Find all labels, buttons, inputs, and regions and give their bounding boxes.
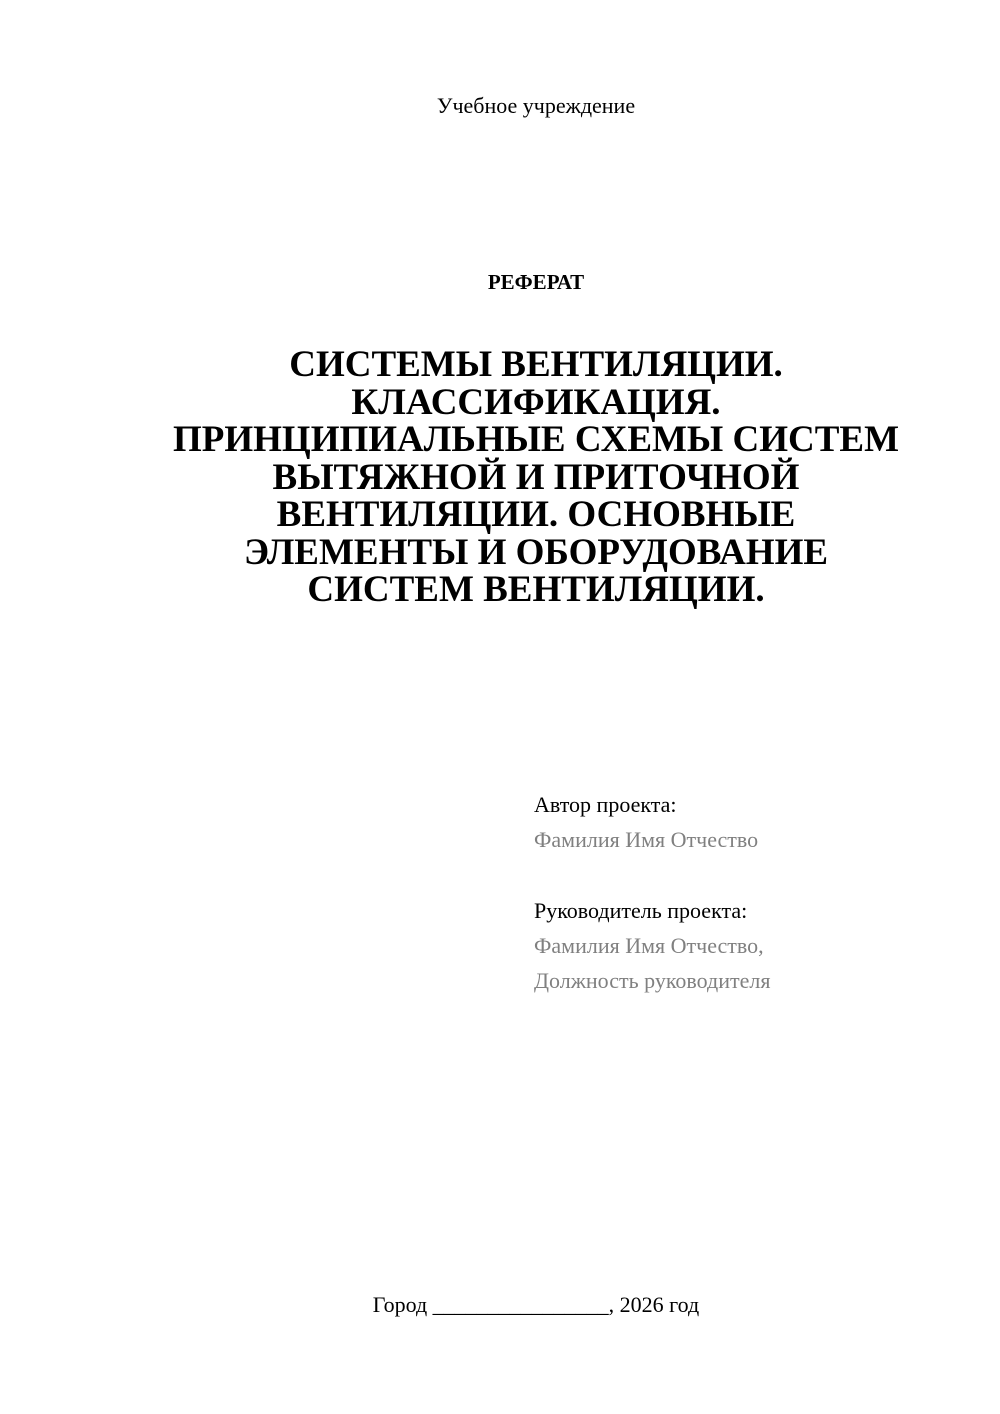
- title-line: ЭЛЕМЕНТЫ И ОБОРУДОВАНИЕ: [243, 531, 829, 573]
- author-name: Фамилия Имя Отчество: [534, 827, 759, 852]
- city-year-line: [0, 1291, 1000, 1319]
- city-blank: ________________: [432, 1292, 609, 1317]
- author-block: [534, 787, 758, 857]
- title-line: СИСТЕМ ВЕНТИЛЯЦИИ.: [307, 569, 765, 610]
- supervisor-block: [534, 893, 770, 998]
- year-text: , 2026 год: [608, 1292, 700, 1317]
- city-label: Город: [372, 1292, 428, 1317]
- title-line: СИСТЕМЫ ВЕНТИЛЯЦИИ.: [289, 344, 783, 385]
- supervisor-name: Фамилия Имя Отчество,: [534, 933, 764, 958]
- title-line: ВЫТЯЖНОЙ И ПРИТОЧНОЙ: [272, 456, 800, 498]
- document-type: РЕФЕРАТ: [487, 270, 585, 294]
- institution-name: Учебное учреждение: [436, 93, 636, 118]
- title-line: ПРИНЦИПИАЛЬНЫЕ СХЕМЫ СИСТЕМ: [172, 419, 900, 460]
- supervisor-label: Руководитель проекта:: [534, 898, 748, 923]
- title-line: КЛАССИФИКАЦИЯ.: [351, 381, 721, 423]
- supervisor-position: Должность руководителя: [534, 968, 771, 993]
- title-line: ВЕНТИЛЯЦИИ. ОСНОВНЫЕ: [276, 494, 796, 535]
- document-title: [120, 346, 952, 609]
- author-label: Автор проекта:: [534, 792, 677, 817]
